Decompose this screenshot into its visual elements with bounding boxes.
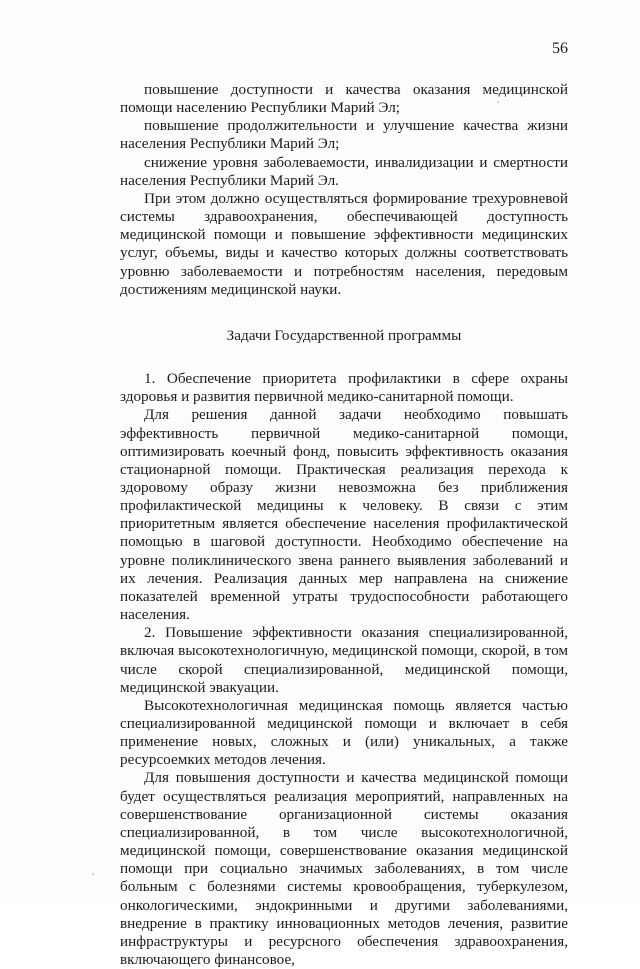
paragraph: При этом должно осуществляться формирование трехуровневой системы здравоохранения, обеспечивающей доступность медицинской помощи и повышение эффективности медицинских услуг, объемы, виды и качество которых должны соответствовать уровню заболеваемости и потребностям населения, передовым достижениям медицинской науки. <box>120 189 568 298</box>
paragraph: повышение доступности и качества оказания медицинской помощи населению Республики Марий Эл; <box>120 81 568 117</box>
section-title: Задачи Государственной программы <box>226 326 462 344</box>
paragraph: снижение уровня заболеваемости, инвалидизации и смертности населения Республики Марий Эл. <box>120 153 568 189</box>
paragraph: Для повышения доступности и качества медицинской помощи будет осуществляться реализация мероприятий, направленных на совершенствование организационной системы оказания специализированной, в том числе высокотехнологичной, медицинской помощи, совершенствование оказания медицинской помощи при социально значимых заболеваниях, в том числе больным с болезнями системы кровообращения, туберкулезом, онкологическими, эндокринными и другими заболеваниями, внедрение в практику инновационных методов лечения, развитие инфраструктуры и ресурсного обеспечения здравоохранения, включающего финансовое, <box>120 769 568 969</box>
paragraph: повышение продолжительности и улучшение качества жизни населения Республики Марий Эл; <box>120 117 568 153</box>
paragraph: Для решения данной задачи необходимо повышать эффективность первичной медико-санитарной помощи, оптимизировать коечный фонд, повысить эффективность оказания стационарной помощи. Практическая реализация перехода к здоровому образу жизни невозможна без приближения профилактической медицины к человеку. В связи с этим приоритетным является обеспечение населения профилактической помощью в шаговой доступности. Необходимо обеспечение на уровне поликлинического звена раннего выявления заболеваний и их лечения. Реализация данных мер направлена на снижение показателей временной утраты трудоспособности работающего населения. <box>120 406 568 624</box>
scan-speck <box>92 873 94 875</box>
body-text <box>120 81 568 969</box>
scan-speck <box>497 101 499 103</box>
paragraph: 2. Повышение эффективности оказания специализированной, включая высокотехнологичную, медицинской помощи, скорой, в том числе скорой специализированной, медицинской помощи, медицинской эвакуации. <box>120 624 568 696</box>
paragraph: 1. Обеспечение приоритета профилактики в сфере охраны здоровья и развития первичной медико-санитарной помощи. <box>120 370 568 406</box>
paragraph: Высокотехнологичная медицинская помощь является частью специализированной медицинской помощи и включает в себя применение новых, сложных и (или) уникальных, а также ресурсоемких методов лечения. <box>120 696 568 769</box>
page-number: 56 <box>552 40 568 57</box>
